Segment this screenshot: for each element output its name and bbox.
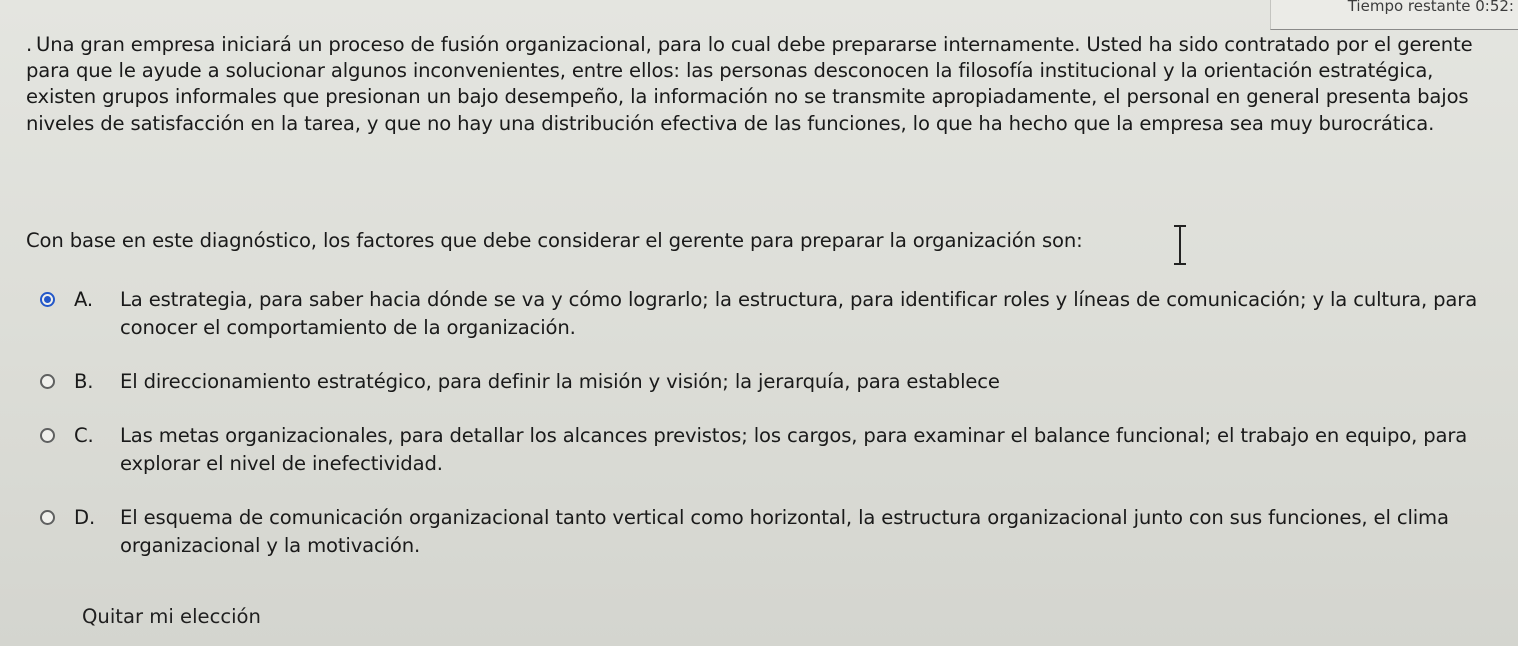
answer-options bbox=[40, 286, 1500, 586]
time-remaining bbox=[1270, 0, 1518, 30]
question-text: Una gran empresa iniciará un proceso de fusión organizacional, para lo cual debe prepararse internamente. Usted ha sido contratado por el gerente para que le ayude a solucionar algunos inconvenientes, entre ellos: las personas desconocen la filosofía institucional y la orientación estratégica, existen grupos informales que presionan un bajo desempeño, la información no se transmite apropiadamente, el personal en general presenta bajos niveles de satisfacción en la tarea, y que no hay una distribución efectiva de las funciones, lo que ha hecho que la empresa sea muy burocrática. bbox=[26, 33, 1473, 135]
option-d-text: El esquema de comunicación organizacional tanto vertical como horizontal, la estructura organizacional junto con sus funciones, el clima organizacional y la motivación. bbox=[120, 506, 1449, 557]
option-a-text: La estrategia, para saber hacia dónde se va y cómo lograrlo; la estructura, para identificar roles y líneas de comunicación; y la cultura, para conocer el comportamiento de la organización. bbox=[120, 288, 1478, 339]
option-b-text: El direccionamiento estratégico, para definir la misión y visión; la jerarquía, para establece bbox=[120, 370, 1000, 393]
time-remaining-label: Tiempo restante 0:52: bbox=[1347, 0, 1514, 15]
question-statement bbox=[26, 32, 1498, 137]
text-cursor-icon bbox=[1172, 224, 1188, 266]
option-d-letter: D. bbox=[74, 506, 96, 529]
radio-option-c[interactable] bbox=[40, 428, 55, 443]
option-b[interactable] bbox=[40, 368, 1500, 396]
option-a-letter: A. bbox=[74, 288, 93, 311]
radio-option-a[interactable] bbox=[40, 292, 55, 307]
question-prompt: Con base en este diagnóstico, los factores que debe considerar el gerente para preparar la organización son: bbox=[26, 229, 1083, 252]
option-d[interactable] bbox=[40, 504, 1500, 560]
option-a[interactable] bbox=[40, 286, 1500, 342]
question-number: . bbox=[26, 33, 33, 56]
radio-option-d[interactable] bbox=[40, 510, 55, 525]
option-c[interactable] bbox=[40, 422, 1500, 478]
clear-choice-link[interactable]: Quitar mi elección bbox=[82, 605, 261, 628]
option-b-letter: B. bbox=[74, 370, 94, 393]
radio-option-b[interactable] bbox=[40, 374, 55, 389]
option-c-letter: C. bbox=[74, 424, 94, 447]
option-c-text: Las metas organizacionales, para detallar los alcances previstos; los cargos, para examinar el balance funcional; el trabajo en equipo, para explorar el nivel de inefectividad. bbox=[120, 424, 1468, 475]
